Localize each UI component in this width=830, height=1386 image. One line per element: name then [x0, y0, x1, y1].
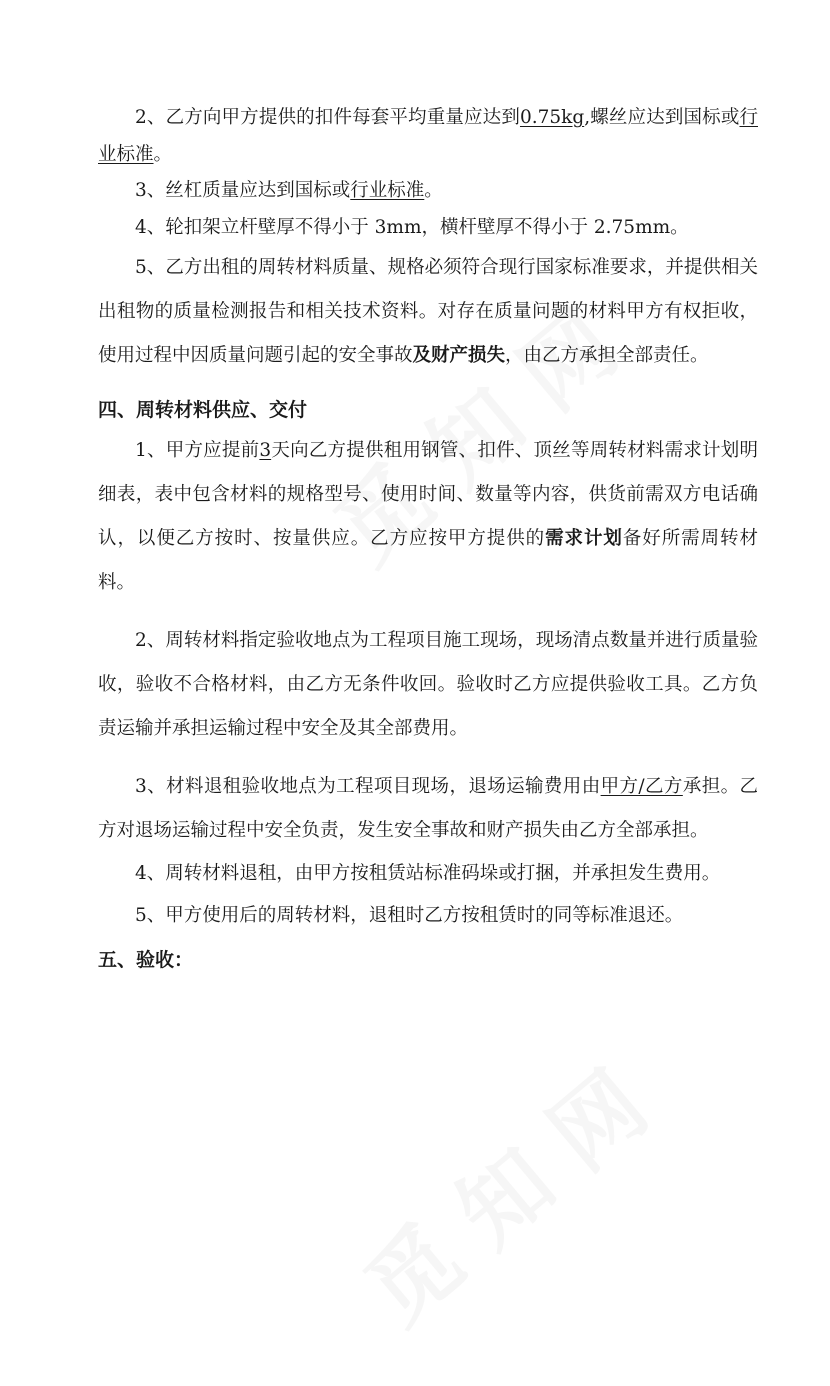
industry-standard-underlined: 行业标准 — [98, 107, 758, 165]
section-5-heading: 五、验收： — [98, 948, 194, 971]
bold-phrase: 需求计划 — [545, 527, 623, 549]
section-4-heading: 四、周转材料供应、交付 — [98, 399, 308, 421]
watermark-bottom — [333, 914, 830, 1386]
paragraph-2: 2、乙方向甲方提供的扣件每套平均重量应达到0.75kg,螺丝应达到国标或行业标准。 — [98, 107, 758, 165]
paragraph-5: 5、乙方出租的周转材料质量、规格必须符合现行国家标准要求，并提供相关出租物的质量检测报告和相关技术资料。对存在质量问题的材料甲方有权拒收，使用过程中因质量问题引起的安全事故及财产损失，由乙方承担全部责任。 — [98, 257, 758, 366]
party-choice: 甲方/乙方 — [600, 775, 683, 797]
days-value: 3 — [259, 439, 272, 461]
section-4-item-1: 1、甲方应提前3天向乙方提供租用钢管、扣件、顶丝等周转材料需求计划明细表，表中包含材料的规格型号、使用时间、数量等内容，供货前需双方电话确认，以便乙方按时、按量供应。乙方应按甲方提供的需求计划备好所需周转材料。 — [98, 439, 758, 593]
paragraph-4: 4、轮扣架立杆壁厚不得小于 3mm，横杆壁厚不得小于 2.75mm。 — [135, 216, 689, 238]
industry-standard-underlined: 行业标准 — [350, 180, 425, 201]
section-4-item-2: 2、周转材料指定验收地点为工程项目施工现场，现场清点数量并进行质量验收，验收不合格材料，由乙方无条件收回。验收时乙方应提供验收工具。乙方负责运输并承担运输过程中安全及其全部费用。 — [98, 629, 758, 739]
bold-phrase: 及财产损失 — [412, 345, 506, 366]
section-4-item-5: 5、甲方使用后的周转材料，退租时乙方按租赁时的同等标准退还。 — [135, 904, 684, 926]
section-4-item-4: 4、周转材料退租，由甲方按租赁站标准码垛或打捆，并承担发生费用。 — [135, 862, 721, 884]
document-page — [98, 100, 758, 981]
paragraph-3: 3、丝杠质量应达到国标或行业标准。 — [135, 180, 443, 201]
section-4-item-3: 3、材料退租验收地点为工程项目现场，退场运输费用由甲方/乙方承担。乙方对退场运输过程中安全负责，发生安全事故和财产损失由乙方全部承担。 — [98, 775, 758, 841]
weight-value: 0.75kg — [519, 107, 585, 128]
